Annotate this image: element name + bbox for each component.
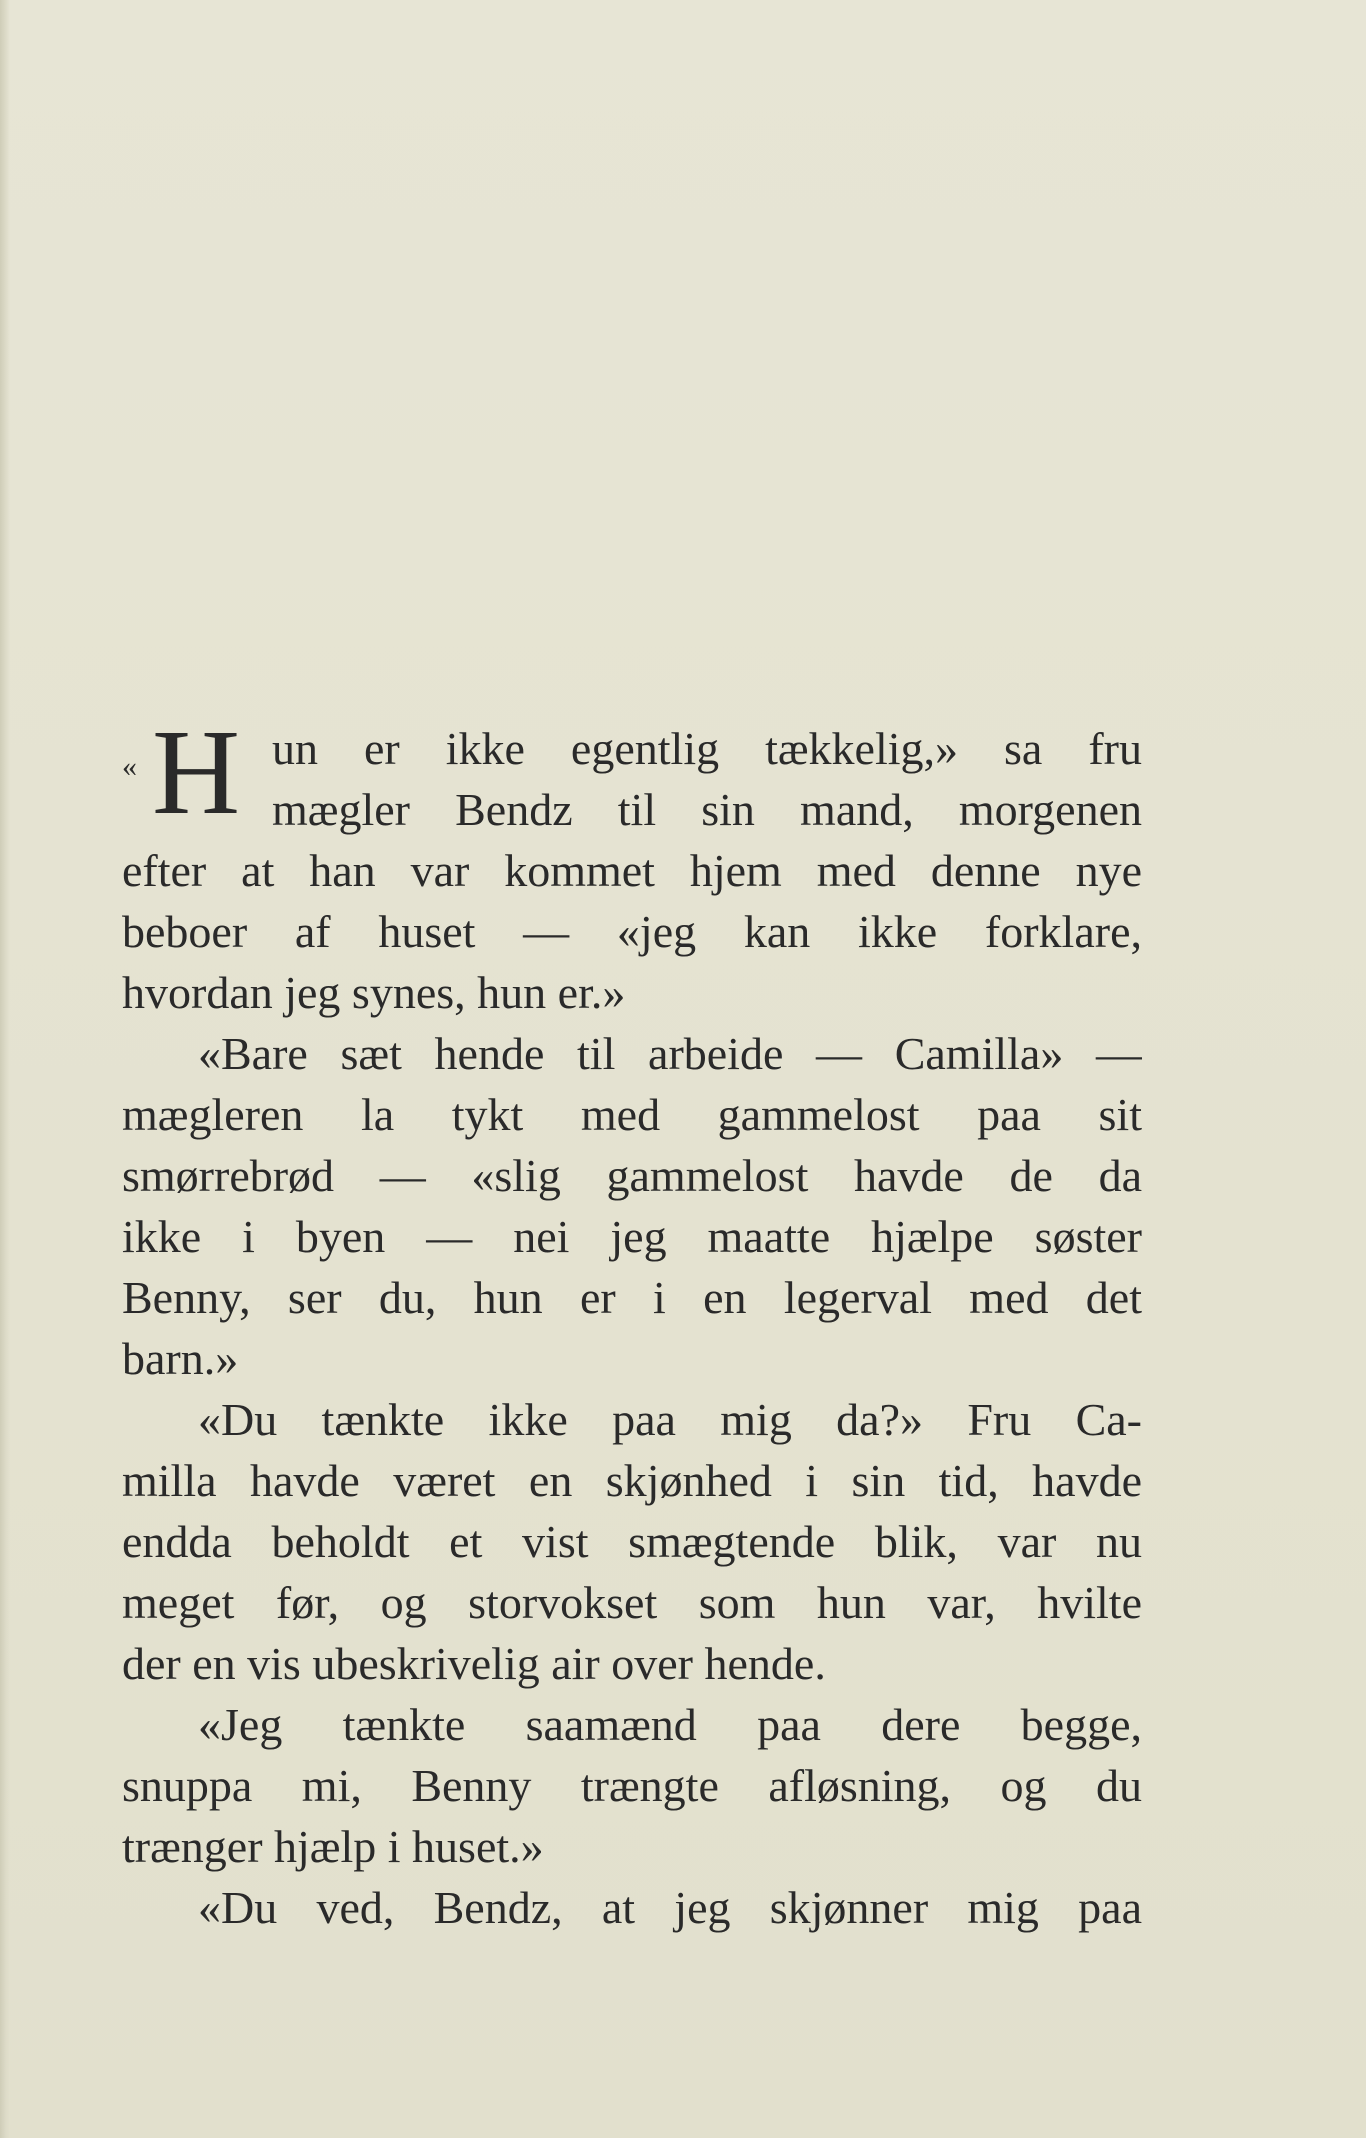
text-line: hvordan jeg synes, hun er.» [122, 967, 626, 1018]
text-line: endda beholdt et vist smægtende blik, var nu [122, 1516, 1142, 1567]
text-line: efter at han var kommet hjem med denne nye [122, 845, 1142, 896]
text-line: Benny, ser du, hun er i en legerval med det [122, 1272, 1142, 1323]
text-line: barn.» [122, 1333, 239, 1384]
text-line: trænger hjælp i huset.» [122, 1821, 544, 1872]
text-line: der en vis ubeskrivelig air over hende. [122, 1638, 826, 1689]
text-line: milla havde været en skjønhed i sin tid, havde [122, 1455, 1142, 1506]
text-line: snuppa mi, Benny trængte afløsning, og du [122, 1760, 1142, 1811]
text-line: beboer af huset — «jeg kan ikke forklare, [122, 906, 1142, 957]
text-line: «Jeg tænkte saamænd paa dere begge, [198, 1699, 1142, 1750]
text-line: ikke i byen — nei jeg maatte hjælpe søster [122, 1211, 1142, 1262]
text-line: «Du ved, Bendz, at jeg skjønner mig paa [198, 1882, 1142, 1933]
body-text [122, 705, 1142, 1938]
text-line: mægleren la tykt med gammelost paa sit [122, 1089, 1142, 1140]
drop-cap-letter: H [152, 705, 241, 840]
drop-cap [122, 705, 272, 840]
text-line: «Du tænkte ikke paa mig da?» Fru Ca- [198, 1394, 1142, 1445]
text-line: un er ikke egentlig tækkelig,» sa fru [272, 723, 1142, 774]
text-line: mægler Bendz til sin mand, morgenen [272, 784, 1142, 835]
text-line: smørrebrød — «slig gammelost havde de da [122, 1150, 1142, 1201]
page-edge-shadow [0, 0, 10, 2138]
text-line: «Bare sæt hende til arbeide — Camilla» — [198, 1028, 1142, 1079]
text-line: meget før, og storvokset som hun var, hvilte [122, 1577, 1142, 1628]
drop-cap-quote: « [122, 750, 137, 783]
